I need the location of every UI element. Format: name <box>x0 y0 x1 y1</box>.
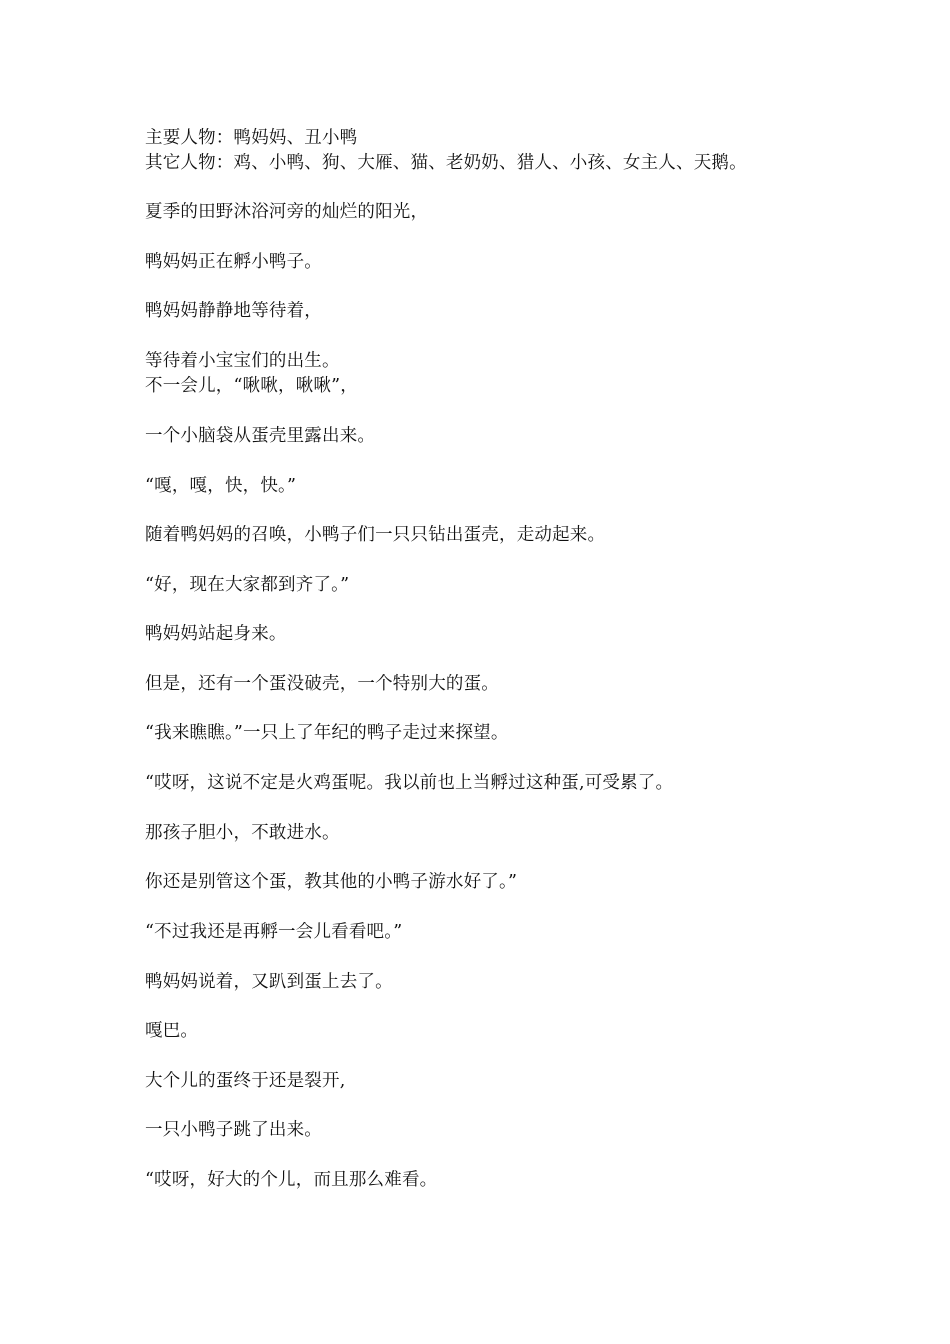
text-line: 一个小脑袋从蛋壳里露出来。 <box>145 426 376 446</box>
text-line: “不过我还是再孵一会儿看看吧。” <box>145 922 403 942</box>
text-line: “我来瞧瞧。”一只上了年纪的鸭子走过来探望。 <box>145 723 509 743</box>
text-line: 其它人物：鸡、小鸭、狗、大雁、猫、老奶奶、猎人、小孩、女主人、天鹅。 <box>145 153 747 173</box>
text-line: 不一会儿，“啾啾，啾啾”， <box>145 376 358 396</box>
text-line: 但是，还有一个蛋没破壳，一个特别大的蛋。 <box>145 674 499 694</box>
text-line: 鸭妈妈正在孵小鸭子。 <box>145 252 322 272</box>
text-line: 等待着小宝宝们的出生。 <box>145 351 340 371</box>
text-line: 大个儿的蛋终于还是裂开, <box>145 1071 346 1091</box>
text-line: “哎呀，这说不定是火鸡蛋呢。我以前也上当孵过这种蛋,可受累了。 <box>145 773 674 793</box>
text-line: 夏季的田野沐浴河旁的灿烂的阳光， <box>145 202 429 222</box>
text-line: 鸭妈妈说着，又趴到蛋上去了。 <box>145 972 393 992</box>
text-line: 嘎巴。 <box>145 1021 199 1041</box>
text-line: 随着鸭妈妈的召唤，小鸭子们一只只钻出蛋壳，走动起来。 <box>145 525 606 545</box>
text-line: 鸭妈妈站起身来。 <box>145 624 287 644</box>
text-line: 鸭妈妈静静地等待着， <box>145 301 322 321</box>
text-line: 主要人物：鸭妈妈、丑小鸭 <box>145 128 358 148</box>
text-line: 一只小鸭子跳了出来。 <box>145 1120 322 1140</box>
text-line: 那孩子胆小，不敢进水。 <box>145 823 340 843</box>
text-line: “好，现在大家都到齐了。” <box>145 575 350 595</box>
text-line: “嘎，嘎，快，快。” <box>145 476 297 496</box>
text-line: 你还是别管这个蛋，教其他的小鸭子游水好了。” <box>145 872 518 892</box>
text-line: “哎呀，好大的个儿，而且那么难看。 <box>145 1170 438 1190</box>
